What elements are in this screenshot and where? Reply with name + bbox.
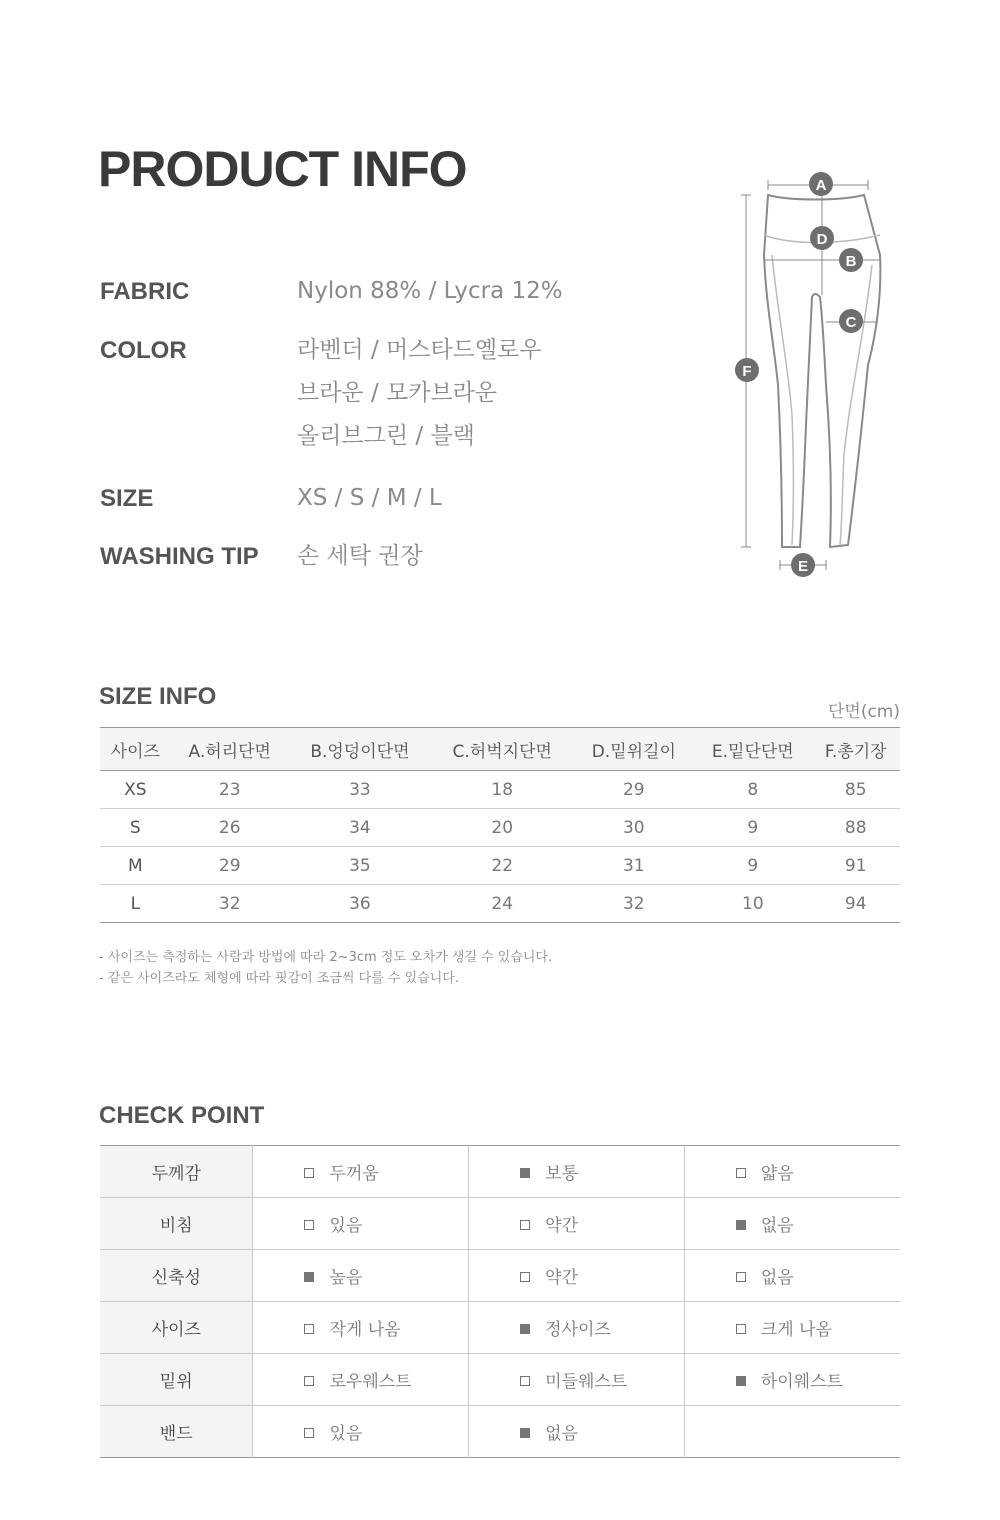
table-cell: 30 [573, 809, 694, 847]
check-option [684, 1198, 900, 1250]
size-table [100, 727, 900, 923]
check-option [469, 1302, 685, 1354]
table-cell: 32 [622, 893, 645, 914]
marker-d-icon [810, 226, 834, 250]
check-option [469, 1250, 685, 1302]
table-cell: L [130, 893, 141, 914]
check-option [469, 1406, 685, 1458]
checked-box-icon [520, 1324, 530, 1334]
option-label: 미들웨스트 [545, 1372, 628, 1392]
table-cell: 9 [694, 809, 811, 847]
table-row [100, 847, 900, 885]
table-cell: 94 [844, 893, 867, 914]
table-cell: 29 [171, 847, 289, 885]
leggings-diagram [730, 165, 910, 585]
size-table-header [100, 728, 900, 771]
option-label: 높음 [329, 1268, 363, 1288]
check-option [684, 1354, 900, 1406]
marker-c-icon [839, 309, 863, 333]
unchecked-box-icon [304, 1168, 314, 1178]
check-row-size [100, 1302, 900, 1354]
check-option [684, 1146, 900, 1198]
spec-value [297, 270, 563, 313]
size-info-title: SIZE INFO [99, 683, 217, 710]
table-cell: 18 [431, 771, 573, 809]
check-row-stretch [100, 1250, 900, 1302]
spec-value-line: 라벤더 / 머스타드옐로우 [297, 337, 542, 363]
marker-f-icon [735, 358, 759, 382]
table-cell: S [100, 809, 171, 847]
marker-e-icon [791, 553, 815, 577]
size-unit: 단면(cm) [827, 702, 900, 722]
spec-value-line: 브라운 / 모카브라운 [297, 380, 498, 406]
checked-box-icon [520, 1428, 530, 1438]
note-line: - 같은 사이즈라도 체형에 따라 핏감이 조금씩 다를 수 있습니다. [99, 971, 459, 986]
table-row [100, 809, 900, 847]
option-label: 두꺼움 [329, 1164, 379, 1184]
unchecked-box-icon [520, 1376, 530, 1386]
table-cell: 35 [289, 847, 431, 885]
unchecked-box-icon [520, 1220, 530, 1230]
table-cell: 20 [431, 809, 573, 847]
option-label: 작게 나옴 [329, 1320, 401, 1340]
spec-value [297, 535, 423, 578]
option-label: 하이웨스트 [760, 1372, 843, 1392]
checked-box-icon [736, 1220, 746, 1230]
column-header: A.허리단면 [171, 728, 289, 771]
size-notes [99, 947, 552, 989]
marker-label: E [797, 558, 809, 575]
column-header: B.엉덩이단면 [289, 728, 431, 771]
marker-label: B [845, 253, 857, 270]
check-category: 두께감 [100, 1146, 253, 1198]
marker-label: F [742, 363, 752, 380]
marker-b-icon [839, 248, 863, 272]
table-cell: 31 [573, 847, 694, 885]
note-line: - 사이즈는 측정하는 사람과 방법에 따라 2~3cm 정도 오차가 생길 수 있습니다. [99, 950, 553, 965]
check-point-title: CHECK POINT [99, 1102, 265, 1129]
option-label: 없음 [760, 1216, 794, 1236]
check-option [684, 1302, 900, 1354]
table-row [100, 771, 900, 809]
checked-box-icon [304, 1272, 314, 1282]
spec-label: SIZE [100, 485, 154, 512]
table-cell: 85 [811, 771, 900, 809]
check-option [253, 1406, 469, 1458]
table-cell: 91 [811, 847, 900, 885]
check-category: 사이즈 [100, 1302, 253, 1354]
marker-label: D [816, 231, 828, 248]
marker-a-icon [809, 172, 833, 196]
check-row-rise [100, 1354, 900, 1406]
check-category: 비침 [100, 1198, 253, 1250]
spec-label: COLOR [100, 337, 187, 364]
spec-value-line: 손 세탁 권장 [297, 543, 423, 569]
check-option-empty [684, 1406, 900, 1458]
table-cell: M [100, 847, 171, 885]
unchecked-box-icon [304, 1428, 314, 1438]
option-label: 로우웨스트 [329, 1372, 412, 1392]
spec-value [297, 329, 542, 458]
table-cell: 9 [694, 847, 811, 885]
marker-label: A [815, 177, 827, 194]
table-cell: XS [100, 771, 171, 809]
table-cell: 10 [742, 893, 764, 914]
spec-value-line: 올리브그린 / 블랙 [297, 423, 475, 449]
check-row-sheerness [100, 1198, 900, 1250]
check-row-band [100, 1406, 900, 1458]
check-option [469, 1198, 685, 1250]
check-option [253, 1250, 469, 1302]
table-cell: 26 [171, 809, 289, 847]
check-category: 신축성 [100, 1250, 253, 1302]
option-label: 있음 [329, 1216, 363, 1236]
table-cell: 32 [218, 893, 241, 914]
check-option [469, 1354, 685, 1406]
check-option [684, 1250, 900, 1302]
check-row-thickness [100, 1146, 900, 1198]
check-category: 밑위 [100, 1354, 253, 1406]
column-header: F.총기장 [811, 728, 900, 771]
spec-value-line: XS / S / M / L [297, 485, 442, 511]
unchecked-box-icon [304, 1220, 314, 1230]
option-label: 보통 [545, 1164, 578, 1184]
table-cell: 36 [349, 893, 371, 914]
column-header: C.허벅지단면 [431, 728, 573, 771]
checked-box-icon [520, 1168, 530, 1178]
option-label: 정사이즈 [545, 1320, 611, 1340]
spec-label: WASHING TIP [100, 543, 259, 570]
check-option [253, 1302, 469, 1354]
spec-label: FABRIC [100, 278, 190, 305]
column-header: E.밑단단면 [694, 728, 811, 771]
unchecked-box-icon [736, 1168, 746, 1178]
option-label: 없음 [760, 1268, 794, 1288]
unchecked-box-icon [304, 1324, 314, 1334]
option-label: 없음 [545, 1424, 578, 1444]
spec-value-line: Nylon 88% / Lycra 12% [297, 278, 563, 304]
unchecked-box-icon [520, 1272, 530, 1282]
unchecked-box-icon [736, 1324, 746, 1334]
table-cell: 24 [491, 893, 514, 914]
option-label: 크게 나옴 [760, 1320, 832, 1340]
check-option [253, 1354, 469, 1406]
spec-value [297, 477, 442, 520]
unchecked-box-icon [304, 1376, 314, 1386]
check-category: 밴드 [100, 1406, 253, 1458]
table-cell: 88 [811, 809, 900, 847]
column-header: 사이즈 [100, 728, 171, 771]
check-option [253, 1198, 469, 1250]
table-cell: 34 [289, 809, 431, 847]
check-option [469, 1146, 685, 1198]
marker-label: C [845, 314, 857, 331]
checked-box-icon [736, 1376, 746, 1386]
option-label: 있음 [329, 1424, 363, 1444]
table-row [100, 885, 900, 923]
check-option [253, 1146, 469, 1198]
option-label: 약간 [545, 1216, 578, 1236]
table-cell: 29 [573, 771, 694, 809]
unchecked-box-icon [736, 1272, 746, 1282]
table-cell: 8 [694, 771, 811, 809]
page-title: PRODUCT INFO [98, 141, 467, 197]
column-header: D.밑위길이 [573, 728, 694, 771]
table-cell: 22 [431, 847, 573, 885]
check-point-table [100, 1145, 900, 1458]
option-label: 약간 [545, 1268, 578, 1288]
table-cell: 33 [289, 771, 431, 809]
option-label: 얇음 [760, 1164, 794, 1184]
table-cell: 23 [171, 771, 289, 809]
